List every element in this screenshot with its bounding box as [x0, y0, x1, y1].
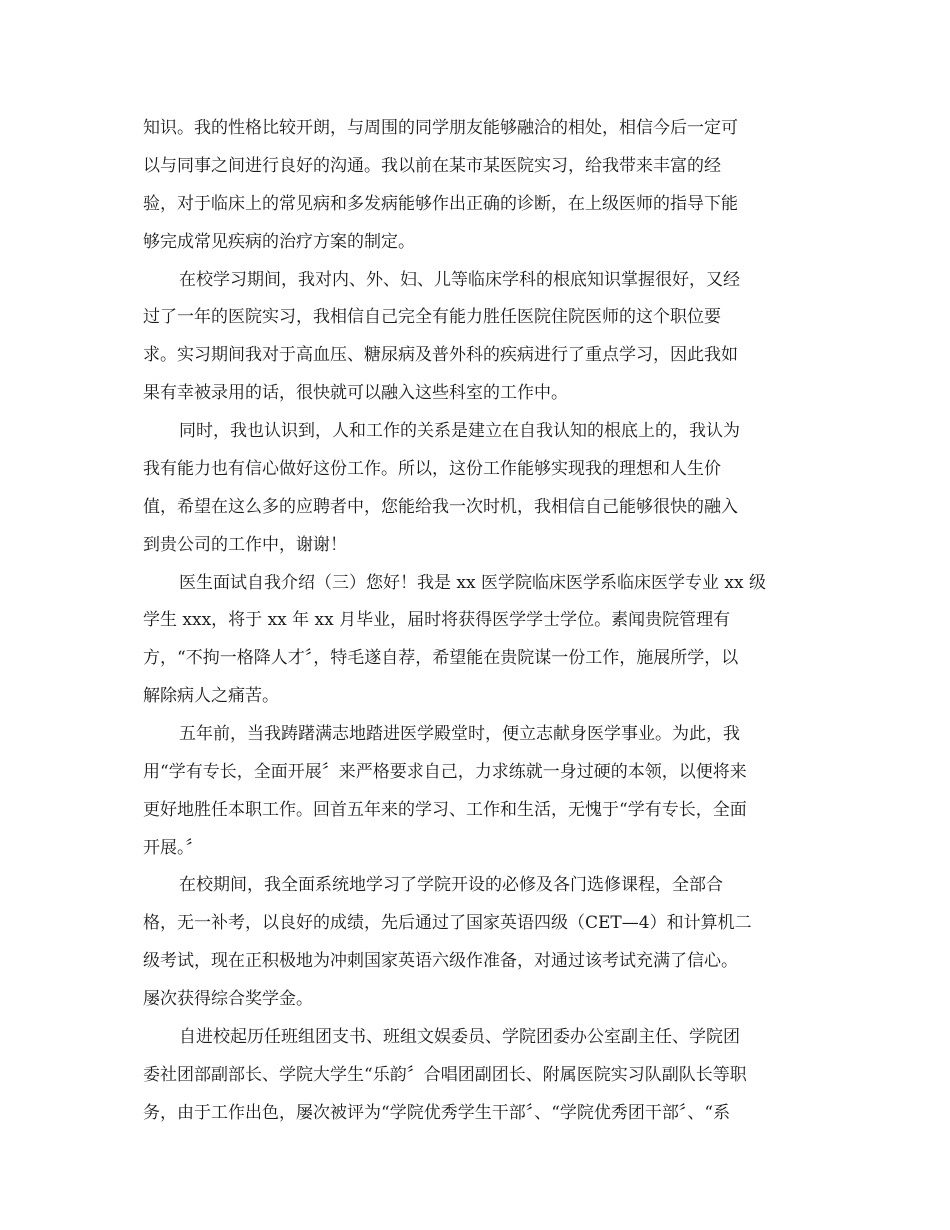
paragraph-first-line: 五年前，当我踌躇满志地踏进医学殿堂时，便立志献身医学事业。为此，我: [179, 724, 740, 744]
text-line: 以与同事之间进行良好的沟通。我以前在某市某医院实习，给我带来丰富的经: [143, 156, 721, 176]
text-line: 务，由于工作出色，屡次被评为“学院优秀学生干部〞、“学院优秀团干部〞、“系: [143, 1103, 731, 1123]
text-line: 验，对于临床上的常见病和多发病能够作出正确的诊断，在上级医师的指导下能: [143, 194, 738, 214]
text-line: 级考试，现在正积极地为冲刺国家英语六级作准备，对通过该考试充满了信心。: [143, 951, 738, 971]
paragraph-first-line: 自进校起历任班组团支书、班组文娱委员、学院团委办公室副主任、学院团: [179, 1027, 740, 1047]
paragraph-first-line: 同时，我也认识到，人和工作的关系是建立在自我认知的根底上的，我认为: [179, 421, 740, 441]
text-line: 够完成常见疾病的治疗方案的制定。: [143, 232, 415, 252]
text-line: 格，无一补考，以良好的成绩，先后通过了国家英语四级（CET—4）和计算机二: [143, 913, 752, 933]
text-line: 过了一年的医院实习，我相信自己完全有能力胜任医院住院医师的这个职位要: [143, 307, 721, 327]
text-line: 到贵公司的工作中，谢谢！: [143, 535, 347, 555]
text-line: 值，希望在这么多的应聘者中，您能给我一次时机，我相信自己能够很快的融入: [143, 497, 738, 517]
paragraph-first-line: 医生面试自我介绍（三）您好！我是 xx 医学院临床医学系临床医学专业 xx 级: [179, 573, 766, 593]
text-line: 学生 xxx，将于 xx 年 xx 月毕业，届时将获得医学学士学位。素闻贵院管理有: [143, 610, 731, 630]
paragraph-first-line: 在校期间，我全面系统地学习了学院开设的必修及各门选修课程，全部合: [179, 875, 723, 895]
text-line: 果有幸被录用的话，很快就可以融入这些科室的工作中。: [143, 383, 568, 403]
text-line: 开展。〞: [143, 838, 203, 858]
text-line: 更好地胜任本职工作。回首五年来的学习、工作和生活，无愧于“学有专长，全面: [143, 800, 747, 820]
paragraph-first-line: 在校学习期间，我对内、外、妇、儿等临床学科的根底知识掌握很好，又经: [179, 270, 740, 290]
text-line: 方，“不拘一格降人才〞，特毛遂自荐，希望能在贵院谋一份工作，施展所学，以: [143, 648, 739, 668]
text-line: 屡次获得综合奖学金。: [143, 989, 313, 1009]
text-line: 用“学有专长，全面开展〞来严格要求自己，力求练就一身过硬的本领，以便将来: [143, 762, 747, 782]
text-line: 求。实习期间我对于高血压、糖尿病及普外科的疾病进行了重点学习，因此我如: [143, 345, 738, 365]
text-line: 委社团部副部长、学院大学生“乐韵〞合唱团副团长、附属医院实习队副队长等职: [143, 1065, 747, 1085]
text-line: 我有能力也有信心做好这份工作。所以，这份工作能够实现我的理想和人生价: [143, 459, 721, 479]
text-line: 知识。我的性格比较开朗，与周围的同学朋友能够融洽的相处，相信今后一定可: [143, 118, 738, 138]
text-line: 解除病人之痛苦。: [143, 686, 279, 706]
